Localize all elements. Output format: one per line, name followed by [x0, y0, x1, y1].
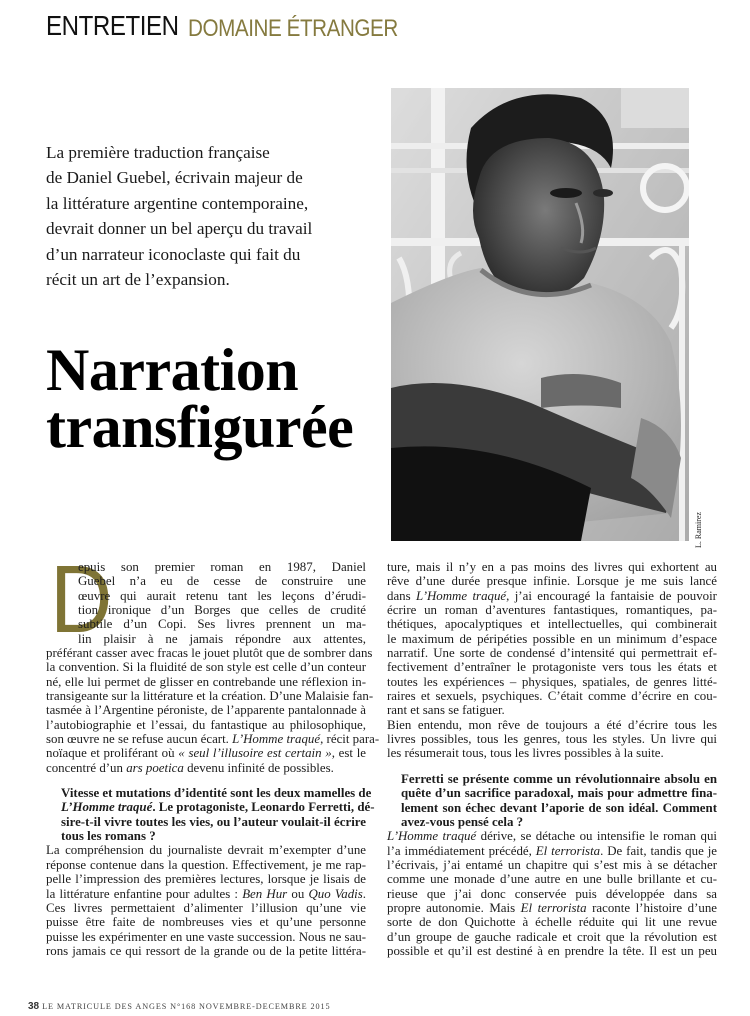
- magazine-issue: LE MATRICULE DES ANGES N°168 NOVEMBRE-DECEMBRE 2015: [42, 1002, 331, 1011]
- body-line: toutes les expériences – physiques, spatiales, de genres litté-: [387, 674, 717, 689]
- rubric-section: DOMAINE ÉTRANGER: [188, 15, 398, 42]
- body-line: narratif. Une sorte de condensé d’intensité qui permettrait ef-: [387, 646, 717, 661]
- column-1-intro: [78, 560, 366, 646]
- body-line: transigeante sur la littérature et la création. D’une Malaisie fan-: [46, 689, 374, 704]
- book-title: L’Homme traqué: [387, 829, 477, 844]
- photo-credit: L. Ramirez: [694, 512, 703, 548]
- answer-2: [387, 829, 717, 958]
- body-line: rons jamais ce qui ressort de la grande ou de la petite littéra-: [46, 943, 366, 958]
- body-line: comme une monade d’une autre en une bulle brillante et cu-: [387, 872, 717, 887]
- lede-line: La première traduction française: [46, 143, 270, 162]
- body-line: pelle l’impression des premières lectures, lorsque je lisais de: [46, 872, 366, 887]
- lede-line: devrait donner un bel aperçu du travail: [46, 219, 313, 239]
- question-line: quête d’un sacrifice paradoxal, mais pour admettre fina-: [401, 786, 717, 801]
- body-line: œuvre qui aurait retenu tant les leçons d’érudi-: [78, 588, 366, 603]
- body-line: puisse être faite de nombreuses vies et qu’une personne: [46, 915, 366, 930]
- author-portrait-photo: [391, 88, 689, 541]
- body-line: son œuvre ne se refuse aucun écart. L’Homme traqué, récit para-: [46, 732, 380, 747]
- quotation: « seul l’illusoire est certain »: [178, 746, 332, 761]
- lede-line: de Daniel Guebel, écrivain majeur de: [46, 168, 303, 188]
- column-1-body: [46, 646, 380, 958]
- rubric-header: [46, 10, 398, 42]
- book-title: El terrorista: [520, 900, 587, 915]
- page-footer: [28, 1001, 331, 1012]
- body-line: subtile d’un Copi. Ses livres prennent un ma-: [78, 617, 366, 632]
- drop-cap: D: [50, 546, 113, 653]
- body-line: rieuse que j’ai donc conservée puis développée dans sa: [387, 886, 717, 901]
- body-line: l’écrivais, j’ai entamé un chapitre qui s’est mis à se détacher: [387, 857, 717, 872]
- body-line: l’a immédiatement précédé, El terrorista. De fait, tandis que je: [387, 843, 717, 858]
- answer-1: [46, 843, 366, 958]
- column-2: [387, 560, 717, 958]
- lede-line: d’un narrateur iconoclaste qui fait du: [46, 244, 301, 264]
- portrait-photo-icon: [391, 88, 689, 541]
- body-line: tasmée à l’Argentine péroniste, de l’apparente pantalonnade à: [46, 703, 366, 718]
- body-line: raires et sexuels, psychiques. C’était comme d’écrire en cou-: [387, 689, 717, 704]
- body-line: le maximum de péripéties possible en un minimum d’espace: [387, 631, 717, 646]
- body-line: écrire un roman d’aventures fantastiques, romantiques, pa-: [387, 603, 717, 618]
- body-line: propre autonomie. Mais El terrorista raconte l’histoire d’une: [387, 900, 717, 915]
- body-line: sorte de don Quichotte à échelle réduite qui lit une revue: [387, 915, 717, 930]
- lede-paragraph: [46, 140, 386, 292]
- body-line: ture, mais il n’y en a pas moins des livres qui exhortent au: [387, 560, 717, 574]
- body-line: l’autobiographie et l’essai, du fantastique au philosophique,: [46, 717, 366, 732]
- article-title: [46, 337, 354, 460]
- body-line: la littérature enfantine pour adultes : Ben Hur ou Quo Vadis.: [46, 886, 367, 901]
- body-line: né, elle lui permet de glisser en contrebande une réflexion in-: [46, 674, 366, 689]
- body-line: noïaque et proliférant où « seul l’illusoire est certain », est le: [46, 746, 366, 761]
- book-title: Quo Vadis: [308, 886, 363, 901]
- body-line: rant et sans se fatiguer.: [387, 703, 505, 718]
- question-line: sire-t-il vivre toutes les vies, ou l’auteur voulait-il écrire: [61, 814, 366, 829]
- body-line: thétiques, apocalyptiques et intellectuelles, qui combinerait: [387, 617, 717, 632]
- body-line: dans L’Homme traqué, j’ai encouragé la fantaisie de pouvoir: [387, 588, 717, 603]
- question-line: Ferretti se présente comme un révolutionnaire absolu en: [401, 771, 717, 786]
- lede-line: récit un art de l’expansion.: [46, 270, 230, 290]
- body-line: possible et qu’il est destiné à en prendre la tête. Il est un peu: [387, 943, 717, 958]
- body-line: tion ironique d’un Borges que celles de crudité: [78, 603, 366, 618]
- body-line: Ces livres permettaient d’alimenter l’illusion qu’une vie: [46, 900, 366, 915]
- question-line: Vitesse et mutations d’identité sont les deux mamelles de: [61, 786, 372, 801]
- body-line: fectivement d’entraîner le protagoniste vers tous les états et: [387, 660, 717, 675]
- body-line: concentré d’un ars poetica devenu infinité de possibles.: [46, 760, 334, 775]
- body-line: les résumerait tous, tous les livres possibles à la suite.: [387, 746, 664, 761]
- book-title: L’Homme traqué: [416, 588, 507, 603]
- body-line: préférant casser avec fracas le jouet plutôt que de sombrer dans: [46, 646, 373, 660]
- question-2: [387, 772, 717, 829]
- body-line: epuis son premier roman en 1987, Daniel: [78, 560, 366, 574]
- lede-line: la littérature argentine contemporaine,: [46, 193, 309, 213]
- body-line: La compréhension du journaliste devrait m’exempter d’une: [46, 843, 366, 858]
- book-title: L’Homme traqué: [232, 732, 321, 747]
- body-line: Guebel n’a eu de cesse de construire une: [78, 574, 366, 589]
- question-line: L’Homme traqué. Le protagoniste, Leonardo Ferretti, dé-: [61, 800, 375, 815]
- body-line: L’Homme traqué dérive, se détache ou intensifie le roman qui: [387, 829, 717, 844]
- question-line: lement son échec devant l’aporie de son idéal. Comment: [401, 800, 717, 815]
- book-title: L’Homme traqué: [61, 800, 153, 815]
- page-number: 38: [28, 1001, 40, 1012]
- body-line: lin plaisir à ne jamais répondre aux attentes,: [78, 631, 366, 646]
- body-line: la convention. Si la fluidité de son style est celle d’un conteur: [46, 660, 366, 675]
- body-line: Bien entendu, mon rêve de toujours a été d’écrire tous les: [387, 717, 717, 732]
- book-title: El terrorista: [535, 843, 601, 858]
- latin-term: ars poetica: [126, 760, 184, 775]
- body-line: réponse contenue dans la question. Effectivement, je me rap-: [46, 857, 366, 872]
- body-line: livres possibles, tous les genres, tous les styles. Un livre qui: [387, 732, 717, 747]
- rubric-kicker: ENTRETIEN: [46, 10, 179, 41]
- body-line: rêve d’une durée presque infinie. Lorsque je me suis lancé: [387, 574, 717, 589]
- title-line: Narration: [46, 337, 299, 403]
- question-1: [46, 786, 375, 844]
- question-line: avez-vous pensé cela ?: [401, 814, 524, 829]
- question-line: tous les romans ?: [61, 829, 156, 844]
- body-line: puisse les expérimenter en une vaste succession. Nous ne sau-: [46, 929, 367, 944]
- title-line: transfigurée: [46, 394, 354, 460]
- body-line: d’un groupe de gauche radicale et croit que la révolution est: [387, 929, 717, 944]
- book-title: Ben Hur: [242, 886, 288, 901]
